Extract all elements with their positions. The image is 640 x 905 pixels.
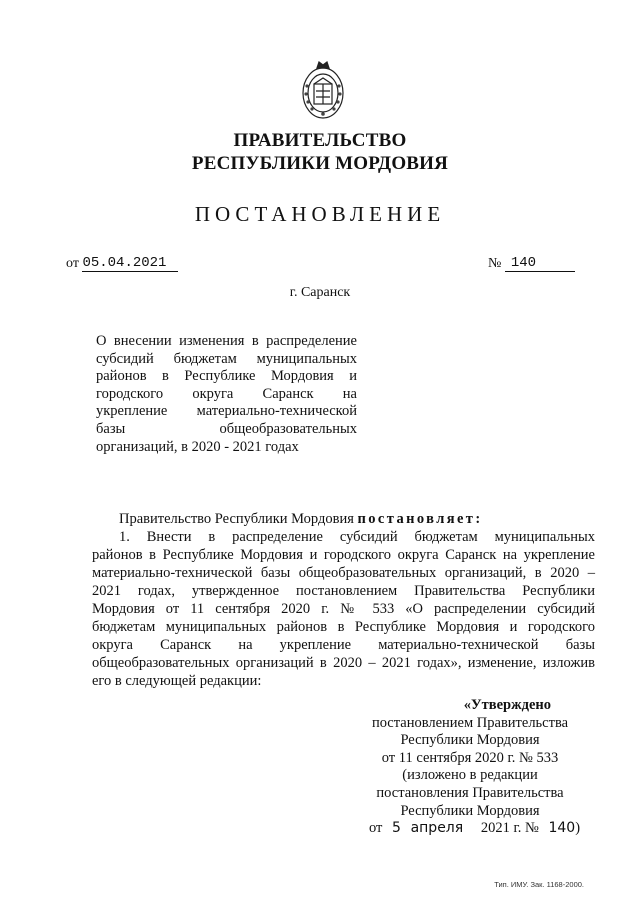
- approval-line: (изложено в редакции: [402, 767, 538, 784]
- approval-line: постановлением Правительства: [371, 714, 569, 731]
- number-prefix: №: [488, 256, 502, 271]
- number-field: [488, 255, 575, 272]
- approval-close: ): [575, 820, 581, 837]
- preamble-verb: постановляет:: [357, 511, 483, 527]
- approval-number: 140: [548, 820, 576, 837]
- body-line: бюджетам муниципальных районов в Республике Мордовия и городского: [92, 619, 595, 635]
- subject-block: [96, 333, 357, 456]
- preamble-line: [92, 510, 595, 528]
- approval-line: от 11 сентября 2020 г. № 533: [381, 749, 559, 766]
- org-name-line2: РЕСПУБЛИКИ МОРДОВИЯ: [191, 153, 449, 174]
- body-line: материально-технической базы общеобразовательных организаций, в 2020 –: [92, 565, 595, 581]
- body-line: округа Саранск на укрепление материально-технической базы: [92, 637, 595, 653]
- subject-line: базы общеобразовательных: [96, 420, 357, 437]
- document-type: ПОСТАНОВЛЕНИЕ: [194, 202, 446, 226]
- date-prefix: от: [66, 256, 79, 271]
- approval-day: 5: [392, 820, 401, 837]
- subject-line: организаций, в 2020 - 2021 годах: [96, 438, 299, 455]
- approval-line: Республики Мордовия: [400, 732, 540, 749]
- subject-line: районов в Республике Мордовия и: [96, 368, 357, 385]
- print-note: Тип. ИМУ. Зак. 1168-2000.: [494, 880, 584, 889]
- body-text: [92, 510, 595, 690]
- subject-line: городского округа Саранск на: [96, 385, 357, 402]
- preamble-text: Правительство Республики Мордовия: [119, 511, 354, 527]
- body-line: его в следующей редакции:: [92, 673, 262, 689]
- coat-of-arms-emblem: [298, 56, 348, 122]
- subject-line: О внесении изменения в распределение: [96, 333, 357, 349]
- date-field: [66, 255, 178, 272]
- date-value: 05.04.2021: [82, 255, 178, 272]
- subject-line: субсидий бюджетам муниципальных: [96, 350, 357, 367]
- approval-date-prefix: от: [369, 820, 383, 837]
- approval-line: постановления Правительства: [376, 784, 564, 801]
- approval-date-line: [355, 820, 585, 838]
- subject-line: укрепление материально-технической: [96, 403, 357, 420]
- number-value: 140: [505, 255, 575, 272]
- body-line: общеобразовательных организаций в 2020 – 2021 годах», изменение, изложив: [92, 655, 595, 671]
- body-line: Мордовия от 11 сентября 2020 г. № 533 «О распределении субсидий: [92, 601, 595, 617]
- body-line: 2021 годах, утвержденное постановлением Правительства Республики: [92, 583, 595, 599]
- approval-year: 2021 г. №: [480, 820, 539, 837]
- approval-block: [355, 697, 585, 838]
- approval-line: Республики Мордовия: [400, 802, 540, 819]
- city: г. Саранск: [289, 285, 351, 300]
- approval-month: апреля: [410, 820, 464, 837]
- approval-title: «Утверждено: [463, 697, 551, 713]
- body-line: 1. Внести в распределение субсидий бюджетам муниципальных: [119, 529, 595, 545]
- org-name-line1: ПРАВИТЕЛЬСТВО: [233, 130, 407, 151]
- body-line: районов в Республике Мордовия и городского округа Саранск на укрепление: [92, 547, 595, 563]
